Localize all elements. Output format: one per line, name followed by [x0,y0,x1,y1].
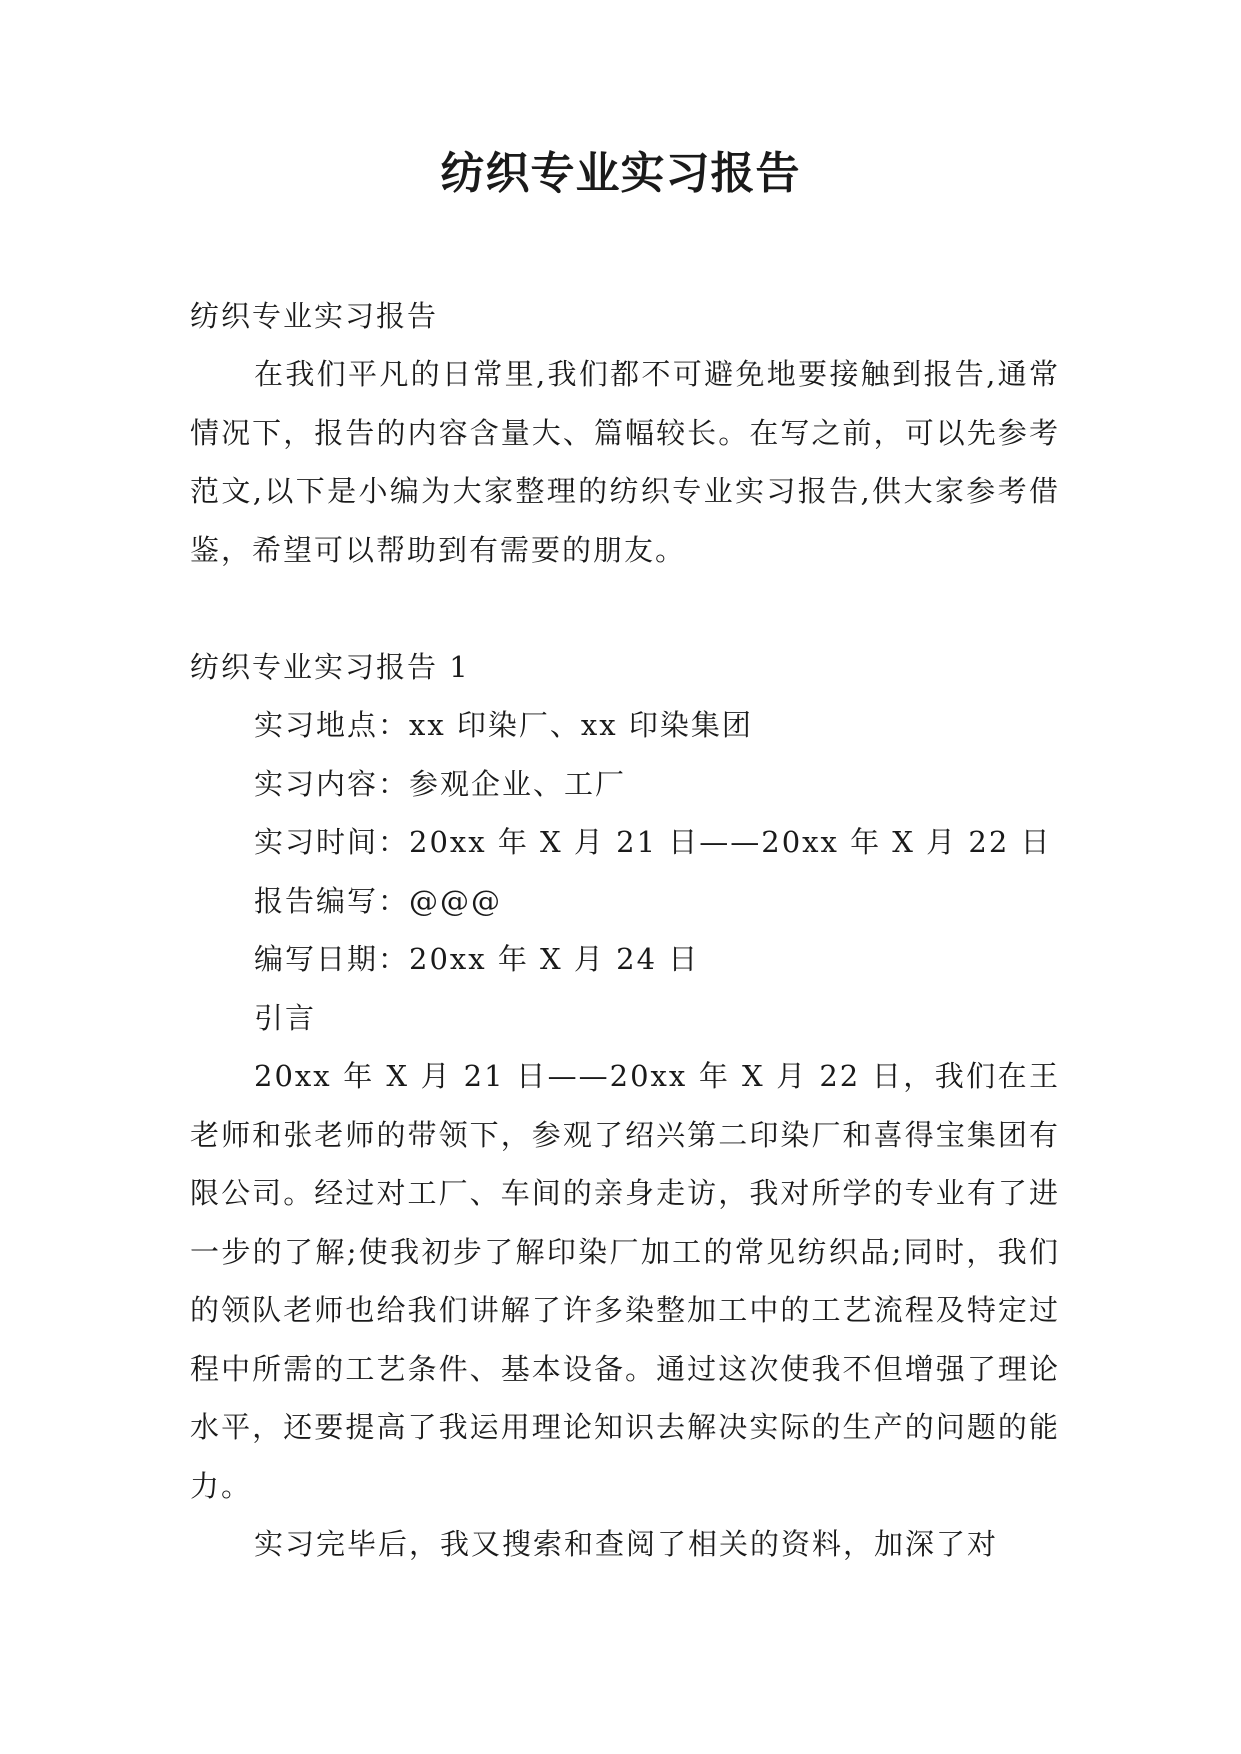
report-date: 编写日期：20xx 年 X 月 24 日 [254,942,700,976]
report-author: 报告编写：@@@ [254,883,503,918]
report-section-1 [190,638,1060,1574]
section-1-paragraph-2: 实习完毕后，我又搜索和查阅了相关的资料，加深了对 [254,1527,999,1561]
internship-time: 实习时间：20xx 年 X 月 21 日——20xx 年 X 月 22 日 [254,825,1052,859]
document-title: 纺织专业实习报告 [440,148,801,199]
section-1-paragraph-1: 20xx 年 X 月 21 日——20xx 年 X 月 22 日，我们在王老师和张老师的带领下，参观了绍兴第二印染厂和喜得宝集团有限公司。经过对工厂、车间的亲身走访，我对所学的专业有了进一步的了解;使我初步了解印染厂加工的常见纺织品;同时，我们的领队老师也给我们讲解了许多染整加工中的工艺流程及特定过程中所需的工艺条件、基本设备。通过这次使我不但增强了理论水平，还要提高了我运用理论知识去解决实际的生产的问题的能力。 [190,1059,1060,1503]
intro-heading: 纺织专业实习报告 [190,299,439,333]
intro-paragraph: 在我们平凡的日常里,我们都不可避免地要接触到报告,通常情况下，报告的内容含量大、篇幅较长。在写之前，可以先参考范文,以下是小编为大家整理的纺织专业实习报告,供大家参考借鉴，希望可以帮助到有需要的朋友。 [190,357,1060,567]
internship-location: 实习地点：xx 印染厂、xx 印染集团 [254,708,753,742]
intro-section [190,287,1060,579]
section-1-heading: 纺织专业实习报告 1 [190,650,470,684]
preface-label: 引言 [254,1000,317,1035]
internship-content: 实习内容：参观企业、工厂 [254,766,627,801]
